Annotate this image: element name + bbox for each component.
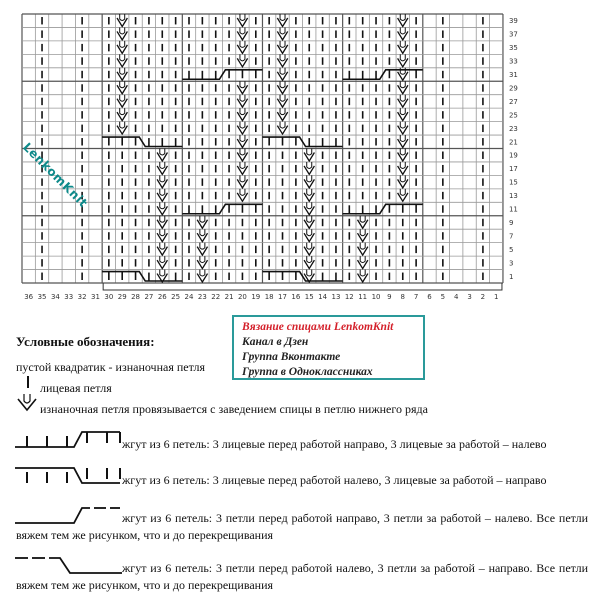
column-label: 2: [480, 293, 486, 301]
bullet-loop: [200, 270, 205, 277]
bullet-v: [398, 31, 408, 39]
bullet-v: [117, 72, 127, 80]
bullet-v: [237, 58, 247, 66]
column-label: 7: [413, 293, 419, 301]
bullet-v: [197, 247, 207, 255]
bullet-loop: [120, 14, 125, 21]
row-label: 25: [508, 111, 518, 120]
column-label: 10: [371, 293, 381, 301]
bullet-loop: [240, 14, 245, 21]
column-label: 34: [50, 293, 60, 301]
bullet-loop: [307, 216, 312, 223]
bullet-loop: [307, 229, 312, 236]
legend-empty-square: пустой квадратик - изнаночная петля: [16, 360, 206, 374]
repeat-bracket: [103, 283, 502, 290]
bullet-loop: [280, 41, 285, 48]
bullet-v: [304, 206, 314, 214]
bullet-v: [398, 112, 408, 120]
column-label: 32: [77, 293, 87, 301]
bullet-v: [277, 126, 287, 134]
bullet-loop: [200, 216, 205, 223]
bullet-v: [304, 166, 314, 174]
row-label: 29: [508, 84, 518, 93]
bullet-loop: [400, 108, 405, 115]
cable-left-icon: [14, 464, 122, 488]
bullet-loop: [240, 27, 245, 34]
bullet-loop: [400, 149, 405, 156]
bullet-v: [304, 220, 314, 228]
column-label: 14: [318, 293, 328, 301]
bullet-loop: [400, 122, 405, 129]
bullet-loop: [400, 54, 405, 61]
bullet-loop: [307, 270, 312, 277]
bullet-v: [304, 193, 314, 201]
bullet-loop: [400, 27, 405, 34]
bullet-loop: [400, 68, 405, 75]
bullet-v: [398, 153, 408, 161]
bullet-loop: [400, 175, 405, 182]
promo-link-vk[interactable]: Группа Вконтакте: [242, 351, 341, 363]
bullet-v: [398, 99, 408, 107]
row-label: 37: [508, 30, 518, 39]
bullet-loop: [307, 162, 312, 169]
bullet-loop: [160, 175, 165, 182]
bullet-loop: [160, 149, 165, 156]
row-label: 13: [508, 192, 518, 201]
promo-title: Вязание спицами LenkomKnit: [242, 321, 394, 333]
bullet-loop: [280, 81, 285, 88]
column-label: 20: [237, 293, 247, 301]
bullet-loop: [240, 95, 245, 102]
bullet-loop: [400, 135, 405, 142]
column-label: 28: [131, 293, 141, 301]
bullet-v: [197, 220, 207, 228]
bullet-loop: [160, 256, 165, 263]
bullet-loop: [120, 81, 125, 88]
bullet-v: [117, 126, 127, 134]
column-label: 33: [64, 293, 74, 301]
watermark-logo: LenkomKnit: [20, 140, 91, 211]
bullet-v: [277, 112, 287, 120]
bullet-v: [117, 45, 127, 53]
bullet-loop: [200, 256, 205, 263]
bullet-loop: [307, 256, 312, 263]
bullet-v: [157, 179, 167, 187]
bullet-v: [398, 72, 408, 80]
bullet-v: [117, 31, 127, 39]
bullet-loop: [360, 256, 365, 263]
promo-box: [232, 315, 425, 380]
row-label: 31: [508, 71, 518, 80]
bullet-v: [358, 220, 368, 228]
row-label: 11: [508, 205, 518, 214]
bullet-v: [277, 45, 287, 53]
bullet-loop: [120, 108, 125, 115]
bullet-v: [117, 85, 127, 93]
bullet-v: [304, 260, 314, 268]
row-label: 33: [508, 57, 518, 66]
column-label: 1: [494, 293, 499, 301]
legend-knit: лицевая петля: [40, 381, 112, 395]
bullet-loop: [240, 122, 245, 129]
legend-bullet: изнаночная петля провязывается с заведением спицы в петлю нижнего ряда: [40, 402, 428, 416]
bullet-v: [157, 247, 167, 255]
bullet-loop: [120, 95, 125, 102]
bullet-loop: [200, 229, 205, 236]
row-label: 15: [508, 178, 518, 187]
bullet-loop: [400, 162, 405, 169]
bullet-v: [237, 139, 247, 147]
bullet-loop: [307, 149, 312, 156]
bullet-v: [398, 139, 408, 147]
bullet-loop: [120, 27, 125, 34]
column-label: 35: [37, 293, 47, 301]
bullet-v: [358, 247, 368, 255]
bullet-loop: [240, 162, 245, 169]
bullet-loop: [240, 135, 245, 142]
bullet-v: [398, 179, 408, 187]
promo-link-ok[interactable]: Группа в Одноклассниках: [242, 366, 373, 378]
bullet-loop: [200, 243, 205, 250]
bullet-loop: [280, 122, 285, 129]
bullet-v: [237, 45, 247, 53]
legend-cable2: жгут из 6 петель: 3 лицевые перед работой налево, 3 лицевые за работой – направо: [122, 473, 547, 487]
bullet-v: [277, 18, 287, 26]
bullet-v: [277, 72, 287, 80]
bullet-loop: [240, 81, 245, 88]
bullet-v: [237, 193, 247, 201]
bullet-v: [117, 99, 127, 107]
bullet-loop: [400, 41, 405, 48]
bullet-loop: [160, 216, 165, 223]
legend-cable4: жгут из 6 петель: 3 петли перед работой налево, 3 петли за работой – направо. Все петли вяжем тем же рисунком, что и до перекрещивания: [16, 561, 588, 592]
column-label: 30: [104, 293, 114, 301]
bullet-v: [197, 274, 207, 282]
bullet-v: [398, 85, 408, 93]
column-label: 6: [427, 293, 432, 301]
bullet-loop: [280, 14, 285, 21]
bullet-loop: [160, 189, 165, 196]
column-label: 17: [278, 293, 287, 301]
legend-cable3: жгут из 6 петель: 3 петли перед работой направо, 3 петли за работой – налево. Все петли вяжем тем же рисунком, что и до перекрещивания: [16, 511, 588, 542]
column-label: 29: [117, 293, 127, 301]
bullet-v: [398, 58, 408, 66]
bullet-loop: [307, 243, 312, 250]
bullet-v: [157, 166, 167, 174]
bullet-loop: [360, 270, 365, 277]
bullet-loop: [360, 216, 365, 223]
column-label: 13: [331, 293, 341, 301]
column-label: 12: [344, 293, 354, 301]
bullet-loop: [280, 108, 285, 115]
bullet-v: [304, 247, 314, 255]
bullet-v: [237, 18, 247, 26]
bullet-v: [157, 233, 167, 241]
bullet-loop: [160, 202, 165, 209]
bullet-v: [197, 233, 207, 241]
bullet-v: [358, 274, 368, 282]
bullet-loop: [120, 41, 125, 48]
column-label: 27: [144, 293, 154, 301]
column-label: 11: [358, 293, 368, 301]
bullet-v: [237, 99, 247, 107]
bullet-v: [237, 126, 247, 134]
row-label: 21: [508, 138, 518, 147]
bullet-v: [197, 260, 207, 268]
bullet-v: [237, 166, 247, 174]
bullet-loop: [400, 14, 405, 21]
column-label: 16: [291, 293, 301, 301]
bullet-loop: [400, 189, 405, 196]
column-label: 25: [171, 293, 181, 301]
bullet-v: [237, 153, 247, 161]
bullet-loop: [240, 54, 245, 61]
bullet-loop: [160, 243, 165, 250]
column-label: 4: [453, 293, 459, 301]
bullet-loop: [240, 41, 245, 48]
bullet-v: [304, 233, 314, 241]
row-label: 7: [508, 232, 514, 241]
row-label: 17: [508, 165, 518, 174]
legend-cable1: жгут из 6 петель: 3 лицевые перед работой направо, 3 лицевые за работой – налево: [122, 437, 547, 451]
bullet-v: [157, 153, 167, 161]
bullet-loop: [280, 95, 285, 102]
promo-link-dzen[interactable]: Канал в Дзен: [242, 336, 309, 348]
column-label: 31: [91, 293, 100, 301]
row-label: 23: [508, 124, 518, 133]
bullet-loop: [360, 229, 365, 236]
bullet-loop: [280, 27, 285, 34]
bullet-loop: [160, 162, 165, 169]
bullet-v: [398, 193, 408, 201]
bullet-loop: [120, 54, 125, 61]
bullet-v: [304, 179, 314, 187]
row-label: 9: [508, 218, 514, 227]
column-label: 26: [157, 293, 167, 301]
bullet-v: [304, 153, 314, 161]
bullet-loop: [240, 108, 245, 115]
bullet-loop: [360, 243, 365, 250]
bullet-v: [398, 18, 408, 26]
bullet-v: [358, 260, 368, 268]
bullet-stitch-icon: [16, 393, 38, 413]
bullet-loop: [307, 202, 312, 209]
cable-right-icon: [14, 428, 122, 452]
bullet-loop: [240, 175, 245, 182]
row-label: 1: [508, 272, 514, 281]
bullet-v: [398, 126, 408, 134]
bullet-v: [117, 112, 127, 120]
column-label: 19: [251, 293, 261, 301]
row-label: 19: [508, 151, 518, 160]
bullet-v: [398, 45, 408, 53]
bullet-loop: [280, 54, 285, 61]
bullet-v: [237, 85, 247, 93]
bullet-v: [237, 112, 247, 120]
bullet-v: [277, 99, 287, 107]
bullet-loop: [400, 95, 405, 102]
bullet-loop: [120, 122, 125, 129]
bullet-v: [277, 85, 287, 93]
column-label: 22: [211, 293, 221, 301]
column-label: 9: [387, 293, 392, 301]
bullet-v: [277, 31, 287, 39]
bullet-v: [117, 58, 127, 66]
row-label: 35: [508, 44, 518, 53]
column-label: 5: [440, 293, 446, 301]
bullet-v: [358, 233, 368, 241]
bullet-loop: [120, 68, 125, 75]
column-label: 21: [224, 293, 234, 301]
row-label: 3: [508, 259, 514, 268]
row-label: 27: [508, 97, 518, 106]
bullet-loop: [307, 175, 312, 182]
bullet-v: [157, 260, 167, 268]
bullet-loop: [400, 81, 405, 88]
column-label: 23: [197, 293, 207, 301]
row-label: 39: [508, 17, 518, 26]
column-label: 15: [304, 293, 314, 301]
column-label: 18: [264, 293, 274, 301]
bullet-v: [117, 18, 127, 26]
knit-stitch-icon: [24, 375, 32, 389]
bullet-loop: [307, 189, 312, 196]
bullet-v: [157, 193, 167, 201]
bullet-loop: [160, 270, 165, 277]
column-label: 8: [400, 293, 405, 301]
bullet-v: [237, 31, 247, 39]
bullet-loop: [280, 68, 285, 75]
bullet-v: [237, 179, 247, 187]
column-label: 36: [24, 293, 34, 301]
bullet-loop: [160, 229, 165, 236]
bullet-v: [157, 220, 167, 228]
row-label: 5: [508, 245, 514, 254]
column-label: 24: [184, 293, 194, 301]
bullet-v: [398, 166, 408, 174]
bullet-loop: [240, 189, 245, 196]
bullet-v: [157, 206, 167, 214]
column-label: 3: [467, 293, 472, 301]
bullet-loop: [240, 149, 245, 156]
legend-title: Условные обозначения:: [16, 334, 155, 349]
bullet-v: [277, 58, 287, 66]
